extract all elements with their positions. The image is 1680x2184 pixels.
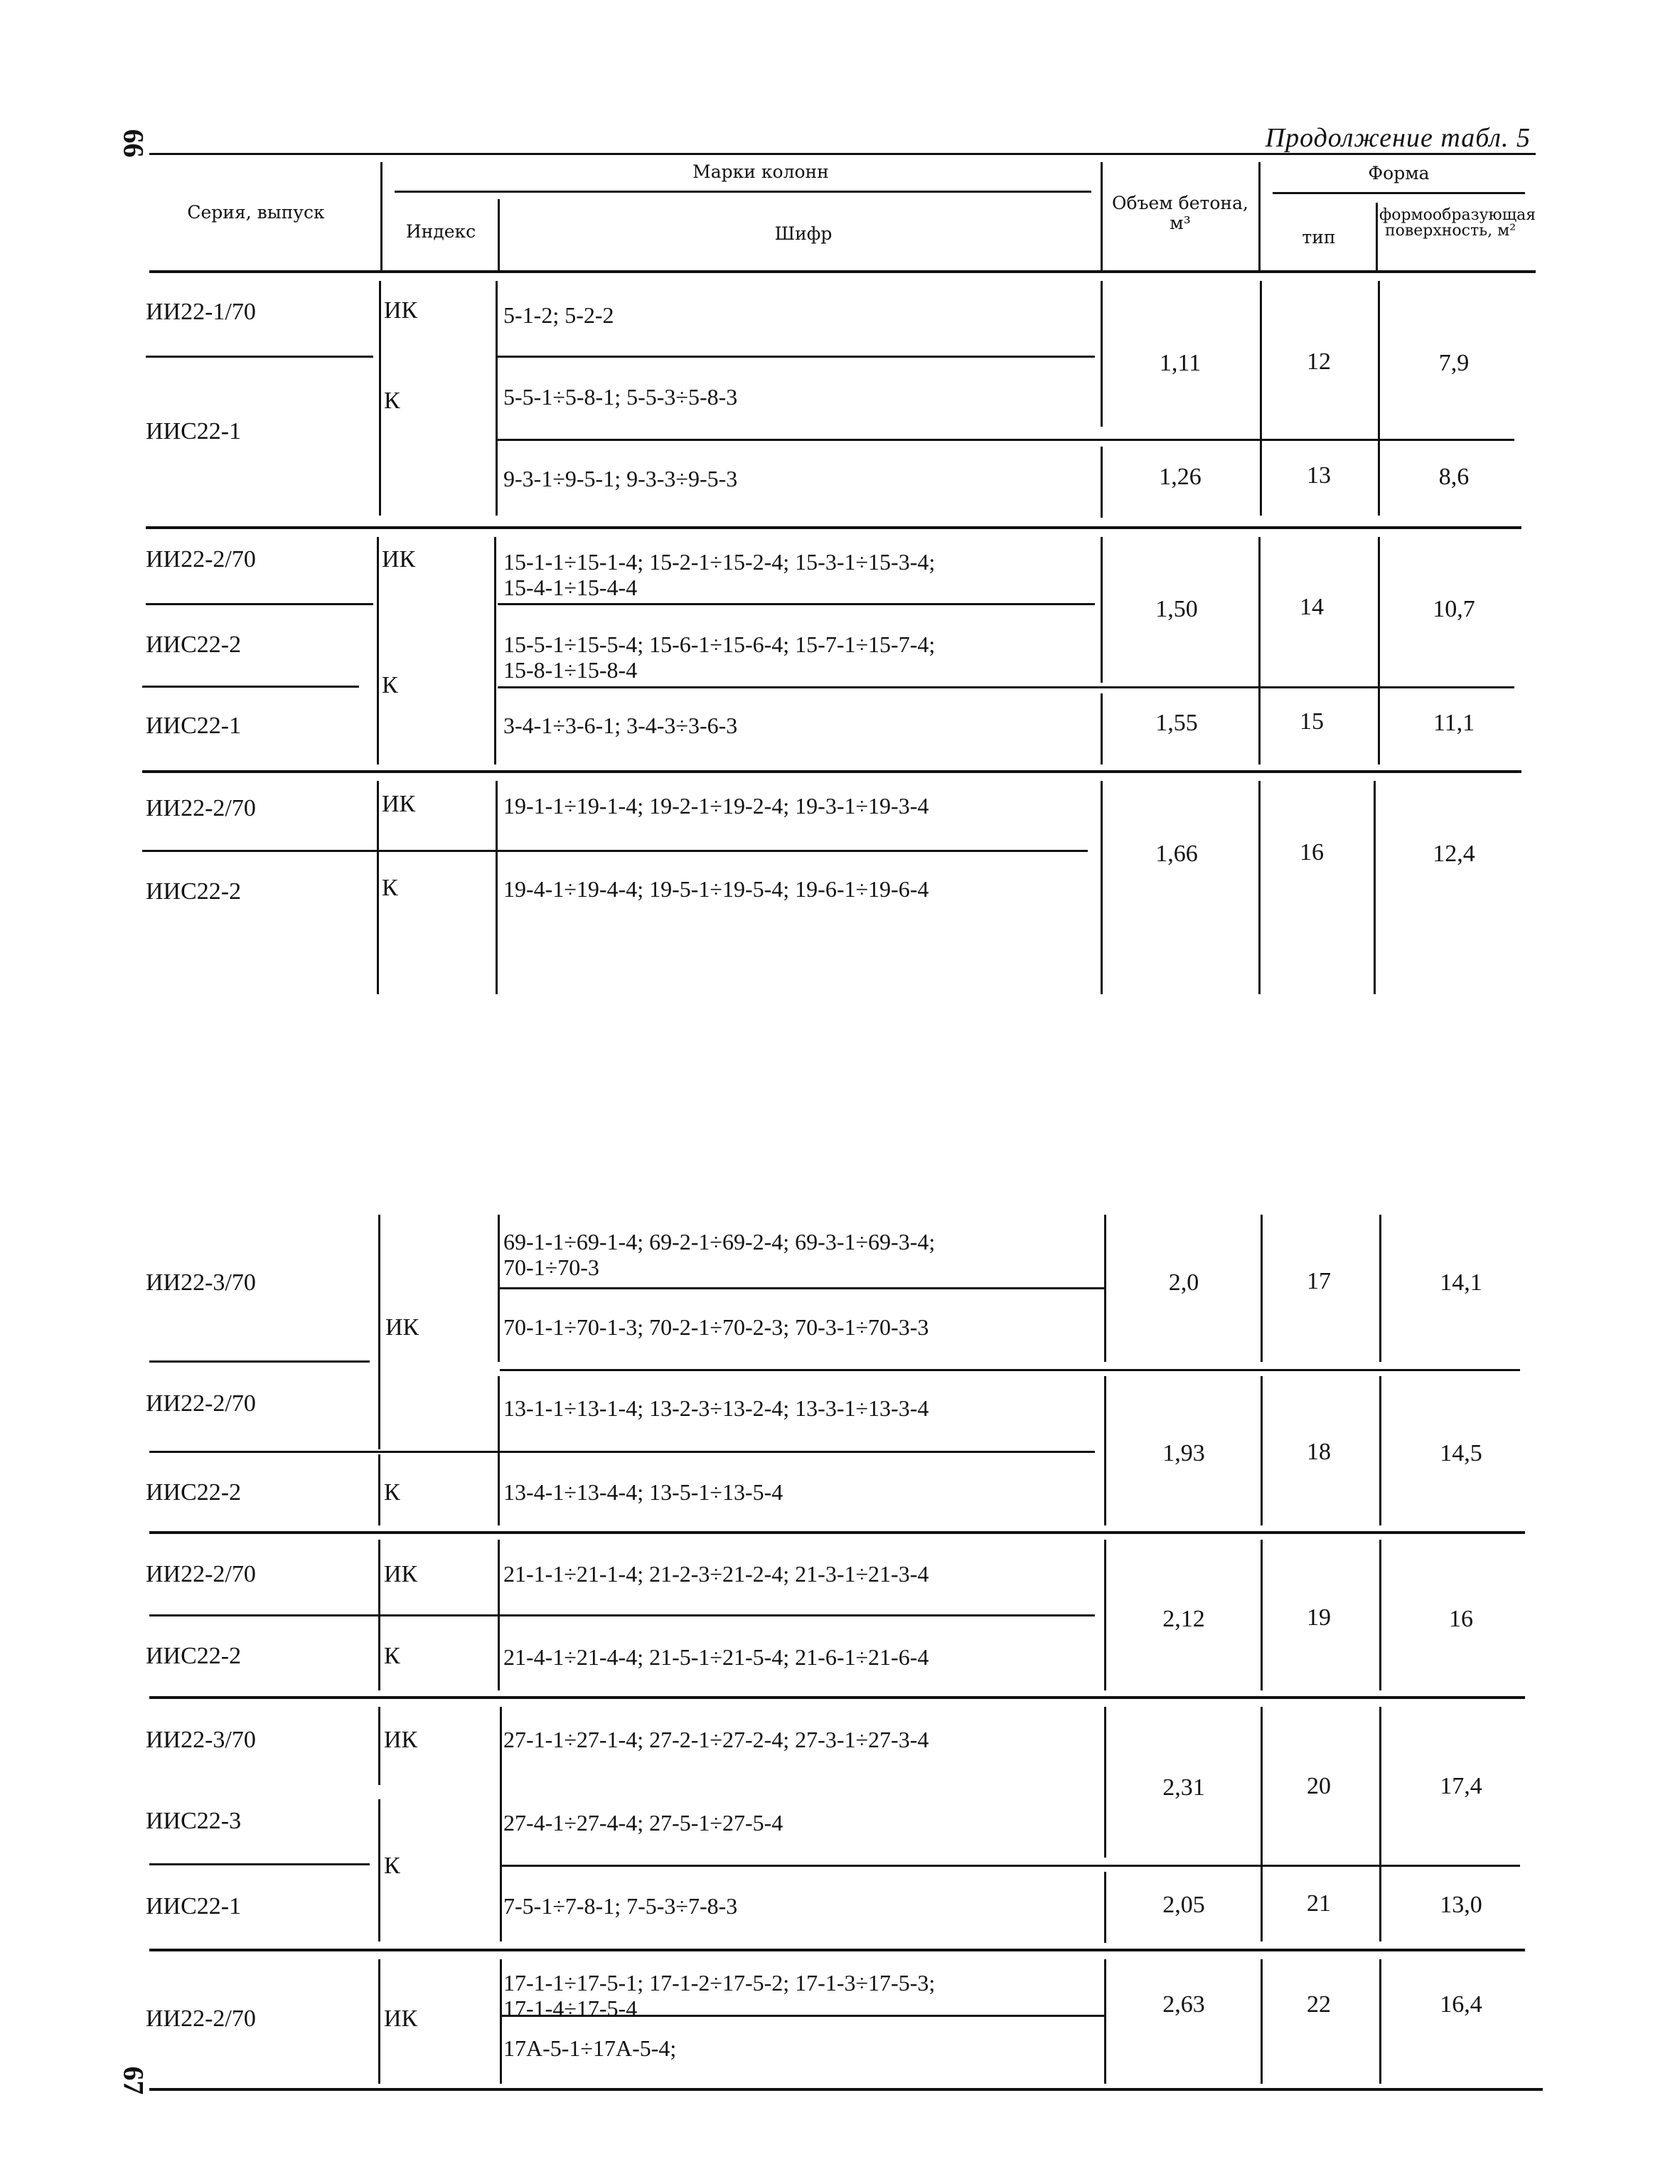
surface-cell: 8,6 [1438,464,1470,490]
surface-cell: 12,4 [1433,841,1475,867]
surface-cell: 16 [1449,1606,1473,1632]
series-label: ИИС22-2 [146,1479,242,1506]
cipher-cell: 17А-5-1÷17А-5-4; [503,2035,677,2061]
volume-cell: 1,26 [1159,464,1202,490]
table-caption: Продолжение табл. 5 [1265,123,1531,153]
series-label: ИИ22-2/70 [146,1561,256,1587]
series-label: ИИ22-2/70 [146,1390,256,1417]
type-cell: 22 [1307,1991,1331,2018]
cipher-cell: 13-4-1÷13-4-4; 13-5-1÷13-5-4 [503,1479,783,1505]
type-cell: 20 [1307,1773,1331,1799]
header-type: тип [1302,227,1336,247]
type-cell: 14 [1300,594,1324,620]
cipher-cell: 19-1-1÷19-1-4; 19-2-1÷19-2-4; 19-3-1÷19-3-4 [503,793,929,819]
index-label: ИК [384,2005,418,2032]
index-label: К [382,875,398,901]
header-index: Индекс [405,221,476,242]
cipher-cell: 7-5-1÷7-8-1; 7-5-3÷7-8-3 [503,1893,738,1919]
cipher-cell: 21-1-1÷21-1-4; 21-2-3÷21-2-4; 21-3-1÷21-3-4 [503,1561,929,1587]
cipher-cell: 27-1-1÷27-1-4; 27-2-1÷27-2-4; 27-3-1÷27-3-4 [503,1727,929,1752]
series-label: ИИС22-1 [146,713,242,739]
surface-cell: 14,1 [1440,1269,1482,1296]
page-number-top: 66 [117,129,150,158]
series-label: ИИ22-3/70 [146,1727,256,1753]
cipher-cell: 9-3-1÷9-5-1; 9-3-3÷9-5-3 [503,466,738,491]
type-cell: 19 [1307,1604,1331,1631]
surface-cell: 11,1 [1433,710,1475,736]
volume-cell: 1,66 [1155,841,1198,867]
volume-cell: 1,50 [1155,596,1198,622]
page-number-bottom: 67 [117,2066,150,2095]
series-label: ИИ22-3/70 [146,1269,256,1296]
type-cell: 16 [1300,839,1324,865]
surface-cell: 10,7 [1433,596,1475,622]
volume-cell: 1,55 [1155,710,1198,736]
header-form: Форма [1368,163,1430,183]
volume-cell: 2,0 [1168,1269,1199,1296]
surface-cell: 17,4 [1440,1773,1482,1799]
index-label: ИК [384,1561,418,1587]
index-label: ИК [384,1727,418,1753]
header-volume: Объем бетона, м³ [1112,193,1248,233]
index-label: ИК [382,546,416,572]
type-cell: 13 [1307,462,1331,489]
cipher-cell: 13-1-1÷13-1-4; 13-2-3÷13-2-4; 13-3-1÷13-3-4 [503,1395,929,1421]
cipher-cell: 3-4-1÷3-6-1; 3-4-3÷3-6-3 [503,713,738,738]
type-cell: 15 [1300,708,1324,735]
index-label: К [384,1643,400,1669]
series-label: ИИ22-2/70 [146,2005,256,2032]
cipher-cell: 69-1-1÷69-1-4; 69-2-1÷69-2-4; 69-3-1÷69-3-4; 70-1÷70-3 [503,1229,936,1280]
cipher-cell: 17-1-1÷17-5-1; 17-1-2÷17-5-2; 17-1-3÷17-5-3; 17-1-4÷17-5-4 [503,1970,936,2021]
volume-cell: 2,63 [1162,1991,1205,2018]
header-bottom-rule [149,270,1536,273]
series-label: ИИС22-2 [146,632,242,658]
header-surface: формообразующая поверхность, м² [1379,206,1536,240]
cipher-cell: 15-1-1÷15-1-4; 15-2-1÷15-2-4; 15-3-1÷15-3-4; 15-4-1÷15-4-4 [503,549,936,600]
header-form-rule [1273,192,1525,194]
type-cell: 18 [1307,1439,1331,1465]
index-label: ИК [382,791,416,817]
series-label: ИИС22-2 [146,1643,242,1669]
index-label: ИК [385,1314,419,1341]
header-marks-rule [395,191,1091,193]
volume-cell: 2,05 [1162,1892,1205,1918]
series-label: ИИС22-2 [146,878,242,905]
cipher-cell: 5-5-1÷5-8-1; 5-5-3÷5-8-3 [503,384,738,410]
surface-cell: 14,5 [1440,1440,1482,1466]
index-label: К [384,1853,400,1879]
index-label: ИК [384,297,418,324]
type-cell: 21 [1307,1890,1331,1917]
volume-cell: 2,12 [1162,1606,1205,1632]
cipher-cell: 27-4-1÷27-4-4; 27-5-1÷27-5-4 [503,1810,783,1836]
surface-cell: 13,0 [1440,1892,1482,1918]
series-label: ИИ22-2/70 [146,795,256,821]
cipher-cell: 5-1-2; 5-2-2 [503,302,614,328]
index-label: К [384,388,400,414]
type-cell: 17 [1307,1268,1331,1294]
header-top-rule [149,153,1536,155]
series-label: ИИС22-1 [146,418,242,444]
series-label: ИИ22-2/70 [146,546,256,572]
cipher-cell: 19-4-1÷19-4-4; 19-5-1÷19-5-4; 19-6-1÷19-6-4 [503,876,929,902]
index-label: К [384,1479,400,1506]
cipher-cell: 15-5-1÷15-5-4; 15-6-1÷15-6-4; 15-7-1÷15-7-4; 15-8-1÷15-8-4 [503,632,936,683]
series-label: ИИС22-3 [146,1808,242,1834]
volume-cell: 2,31 [1162,1774,1205,1801]
cipher-cell: 70-1-1÷70-1-3; 70-2-1÷70-2-3; 70-3-1÷70-3-3 [503,1314,929,1340]
header-cipher: Шифр [774,223,833,244]
index-label: К [382,672,398,698]
series-label: ИИС22-1 [146,1893,242,1919]
surface-cell: 7,9 [1438,350,1470,376]
series-label: ИИ22-1/70 [146,299,256,325]
cipher-cell: 21-4-1÷21-4-4; 21-5-1÷21-5-4; 21-6-1÷21-6-4 [503,1644,929,1670]
volume-cell: 1,93 [1162,1440,1205,1466]
volume-cell: 1,11 [1159,350,1202,376]
header-marks: Марки колонн [692,161,829,182]
header-series: Серия, выпуск [187,202,325,223]
type-cell: 12 [1307,348,1331,375]
surface-cell: 16,4 [1440,1991,1482,2018]
